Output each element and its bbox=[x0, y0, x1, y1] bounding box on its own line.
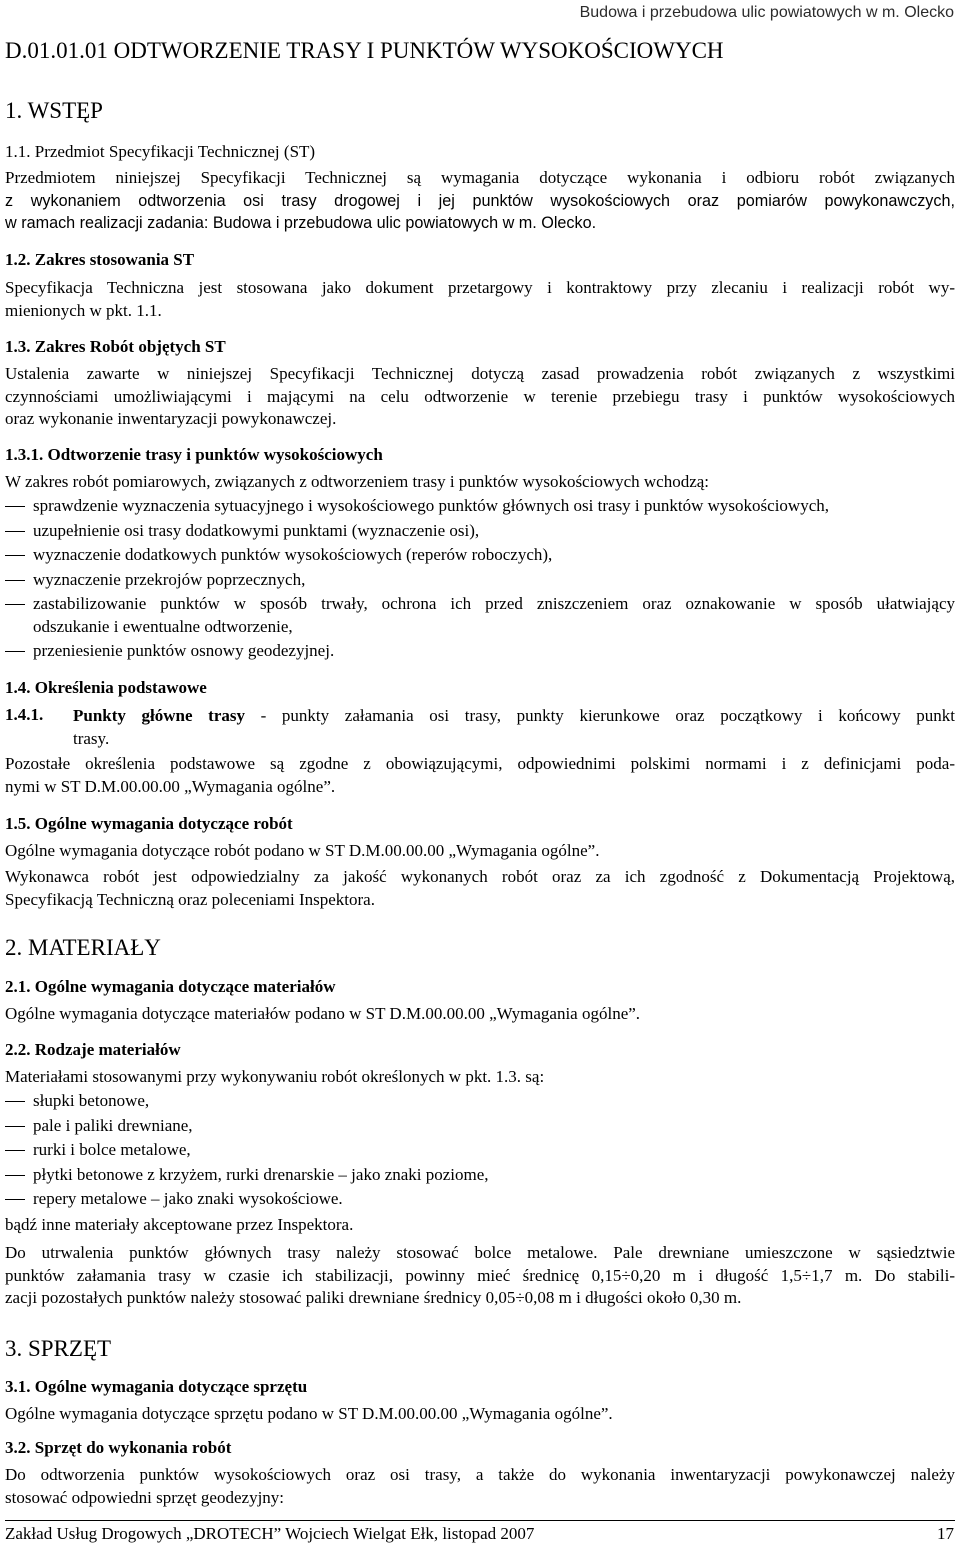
subsection-heading-1-4: 1.4. Określenia podstawowe bbox=[5, 678, 207, 697]
dash-bullet bbox=[5, 1199, 25, 1200]
dash-bullet bbox=[5, 506, 25, 507]
list-item bbox=[5, 593, 955, 616]
subsection-heading-3-1: 3.1. Ogólne wymagania dotyczące sprzętu bbox=[5, 1377, 308, 1396]
list-item-text: płytki betonowe z krzyżem, rurki drenarskie – jako znaki poziome, bbox=[33, 1164, 489, 1184]
dash-bullet bbox=[5, 651, 25, 652]
list-item bbox=[5, 1090, 955, 1113]
paragraph-3-1 bbox=[5, 1403, 955, 1426]
list-item bbox=[5, 640, 955, 663]
dash-bullet bbox=[5, 1126, 25, 1127]
paragraph-1-3-1-intro bbox=[5, 471, 955, 494]
dash-bullet bbox=[5, 1175, 25, 1176]
subsection-heading-2-2: 2.2. Rodzaje materiałów bbox=[5, 1040, 181, 1059]
subsection-heading-1-1: 1.1. Przedmiot Specyfikacji Technicznej (ST) bbox=[5, 142, 316, 161]
text-line: w ramach realizacji zadania: Budowa i przebudowa ulic powiatowych w m. Olecko. bbox=[5, 214, 597, 232]
subsection-heading-1-2: 1.2. Zakres stosowania ST bbox=[5, 250, 195, 269]
dash-bullet bbox=[5, 604, 25, 605]
list-robot-scope bbox=[5, 495, 955, 665]
text-line: nymi w ST D.M.00.00.00 „Wymagania ogólne”. bbox=[5, 776, 336, 796]
paragraph-3-2 bbox=[5, 1464, 955, 1509]
text-line: mienionych w pkt. 1.1. bbox=[5, 300, 162, 320]
section-heading-2: 2. MATERIAŁY bbox=[5, 935, 161, 960]
page-number: 17 bbox=[937, 1524, 954, 1543]
paragraph-1-5-b bbox=[5, 866, 955, 911]
list-item-text: zastabilizowanie punktów w sposób trwały, ochrona ich przed zniszczeniem oraz oznakowanie w sposób ułatwiający bbox=[33, 594, 955, 613]
text-line: Ogólne wymagania dotyczące materiałów podano w ST D.M.00.00.00 „Wymagania ogólne”. bbox=[5, 1004, 641, 1023]
text-line: Do utrwalenia punktów głównych trasy należy stosować bolce metalowe. Pale drewniane umieszczone w sąsiedztwie bbox=[5, 1243, 955, 1262]
list-item bbox=[5, 544, 955, 567]
paragraph-1-5-a bbox=[5, 840, 955, 863]
text-line bbox=[73, 705, 955, 728]
paragraph-1-2 bbox=[5, 277, 955, 322]
list-item-text: wyznaczenie dodatkowych punktów wysokościowych (reperów roboczych), bbox=[33, 545, 553, 564]
definition-number: 1.4.1. bbox=[5, 705, 44, 724]
text-line: oraz wykonanie inwentaryzacji powykonawczej. bbox=[5, 409, 337, 428]
text-line: Pozostałe określenia podstawowe są zgodne z obowiązującymi, odpowiednimi polskimi normami i z definicjami poda- bbox=[5, 754, 955, 773]
text-line: Specyfikacja Techniczna jest stosowana jako dokument przetargowy i kontraktowy przy zlecaniu i realizacji robót wy- bbox=[5, 278, 955, 297]
subsection-heading-2-1: 2.1. Ogólne wymagania dotyczące materiałów bbox=[5, 977, 336, 996]
list-item-text: pale i paliki drewniane, bbox=[33, 1115, 193, 1135]
list-item-text: sprawdzenie wyznaczenia sytuacyjnego i wysokościowego punktów głównych osi trasy i punktów wysokościowych, bbox=[33, 496, 830, 515]
paragraph-2-1 bbox=[5, 1003, 955, 1026]
text-line: Ogólne wymagania dotyczące robót podano w ST D.M.00.00.00 „Wymagania ogólne”. bbox=[5, 841, 600, 860]
subsection-heading-3-2: 3.2. Sprzęt do wykonania robót bbox=[5, 1438, 232, 1457]
text-line: bądź inne materiały akceptowane przez Inspektora. bbox=[5, 1215, 354, 1234]
list-item-text: odszukanie i ewentualne odtworzenie, bbox=[33, 616, 293, 636]
list-item bbox=[5, 569, 955, 592]
definition-text: - punkty załamania osi trasy, punkty kierunkowe oraz początkowy i końcowy punkt bbox=[245, 706, 955, 725]
list-item-continuation bbox=[5, 616, 955, 639]
list-materials bbox=[5, 1090, 955, 1213]
text-line: zacji pozostałych punktów należy stosować paliki drewniane średnicy 0,05÷0,08 m i długości około 0,30 m. bbox=[5, 1288, 742, 1307]
list-item bbox=[5, 1139, 955, 1162]
subsection-heading-1-3-1: 1.3.1. Odtworzenie trasy i punktów wysokościowych bbox=[5, 445, 383, 464]
text-line: z wykonaniem odtworzenia osi trasy drogowej i jej punktów wysokościowych oraz pomiarów powykonawczych, bbox=[5, 191, 955, 210]
paragraph-1-3 bbox=[5, 363, 955, 431]
paragraph-2-2-after bbox=[5, 1214, 955, 1237]
list-item bbox=[5, 1188, 955, 1211]
list-item-text: słupki betonowe, bbox=[33, 1091, 150, 1110]
document-title: D.01.01.01 ODTWORZENIE TRASY I PUNKTÓW WYSOKOŚCIOWYCH bbox=[5, 38, 724, 63]
list-item-text: repery metalowe – jako znaki wysokościowe. bbox=[33, 1189, 343, 1208]
text-line: W zakres robót pomiarowych, związanych z odtworzeniem trasy i punktów wysokościowych wchodzą: bbox=[5, 472, 710, 491]
paragraph-1-4-other bbox=[5, 753, 955, 798]
list-item bbox=[5, 1164, 955, 1187]
footer-company: Zakład Usług Drogowych „DROTECH” Wojciech Wielgat Ełk, listopad 2007 bbox=[5, 1524, 535, 1543]
dash-bullet bbox=[5, 531, 25, 532]
text-line: Ogólne wymagania dotyczące sprzętu podano w ST D.M.00.00.00 „Wymagania ogólne”. bbox=[5, 1404, 613, 1423]
definition-term: Punkty główne trasy bbox=[73, 706, 245, 725]
footer-rule bbox=[5, 1520, 955, 1521]
paragraph-1-1 bbox=[5, 167, 955, 235]
running-header: Budowa i przebudowa ulic powiatowych w m. Olecko bbox=[579, 4, 954, 21]
section-heading-3: 3. SPRZĘT bbox=[5, 1336, 112, 1361]
dash-bullet bbox=[5, 555, 25, 556]
paragraph-2-2-stabilization bbox=[5, 1242, 955, 1310]
text-line: Ustalenia zawarte w niniejszej Specyfikacji Technicznej dotyczą zasad prowadzenia robót związanych z wszystkimi bbox=[5, 364, 955, 383]
text-line: czynnościami umożliwiającymi i mającymi na celu odtworzenie w terenie przebiegu trasy i punktów wysokościowych bbox=[5, 386, 955, 406]
section-heading-1: 1. WSTĘP bbox=[5, 98, 103, 123]
text-line: Przedmiotem niniejszej Specyfikacji Technicznej są wymagania dotyczące wykonania i odbioru robót związanych bbox=[5, 168, 955, 187]
dash-bullet bbox=[5, 1150, 25, 1151]
list-item bbox=[5, 495, 955, 518]
list-item-text: uzupełnienie osi trasy dodatkowymi punktami (wyznaczenie osi), bbox=[33, 520, 480, 540]
text-line: Specyfikacją Techniczną oraz poleceniami Inspektora. bbox=[5, 889, 375, 909]
text-line: stosować odpowiedni sprzęt geodezyjny: bbox=[5, 1487, 285, 1507]
list-item-text: rurki i bolce metalowe, bbox=[33, 1140, 191, 1159]
list-item-text: przeniesienie punktów osnowy geodezyjnej. bbox=[33, 641, 335, 660]
subsection-heading-1-5: 1.5. Ogólne wymagania dotyczące robót bbox=[5, 814, 293, 833]
list-item bbox=[5, 1115, 955, 1138]
text-line: Materiałami stosowanymi przy wykonywaniu robót określonych w pkt. 1.3. są: bbox=[5, 1067, 545, 1086]
text-line: Do odtworzenia punktów wysokościowych oraz osi trasy, a także do wykonania inwentaryzacji powykonawczej należy bbox=[5, 1465, 955, 1484]
text-line: trasy. bbox=[73, 728, 110, 748]
dash-bullet bbox=[5, 580, 25, 581]
paragraph-2-2-intro bbox=[5, 1066, 955, 1089]
definition-1-4-1 bbox=[73, 705, 955, 750]
text-line: Wykonawca robót jest odpowiedzialny za jakość wykonanych robót oraz za ich zgodność z Dokumentacją Projektową, bbox=[5, 867, 955, 886]
text-line: punktów załamania trasy w czasie ich stabilizacji, powinny mieć średnicę 0,15÷0,20 m i długość 1,5÷1,7 m. Do stabili- bbox=[5, 1265, 955, 1285]
list-item-text: wyznaczenie przekrojów poprzecznych, bbox=[33, 569, 306, 589]
dash-bullet bbox=[5, 1101, 25, 1102]
list-item bbox=[5, 520, 955, 543]
subsection-heading-1-3: 1.3. Zakres Robót objętych ST bbox=[5, 337, 226, 356]
